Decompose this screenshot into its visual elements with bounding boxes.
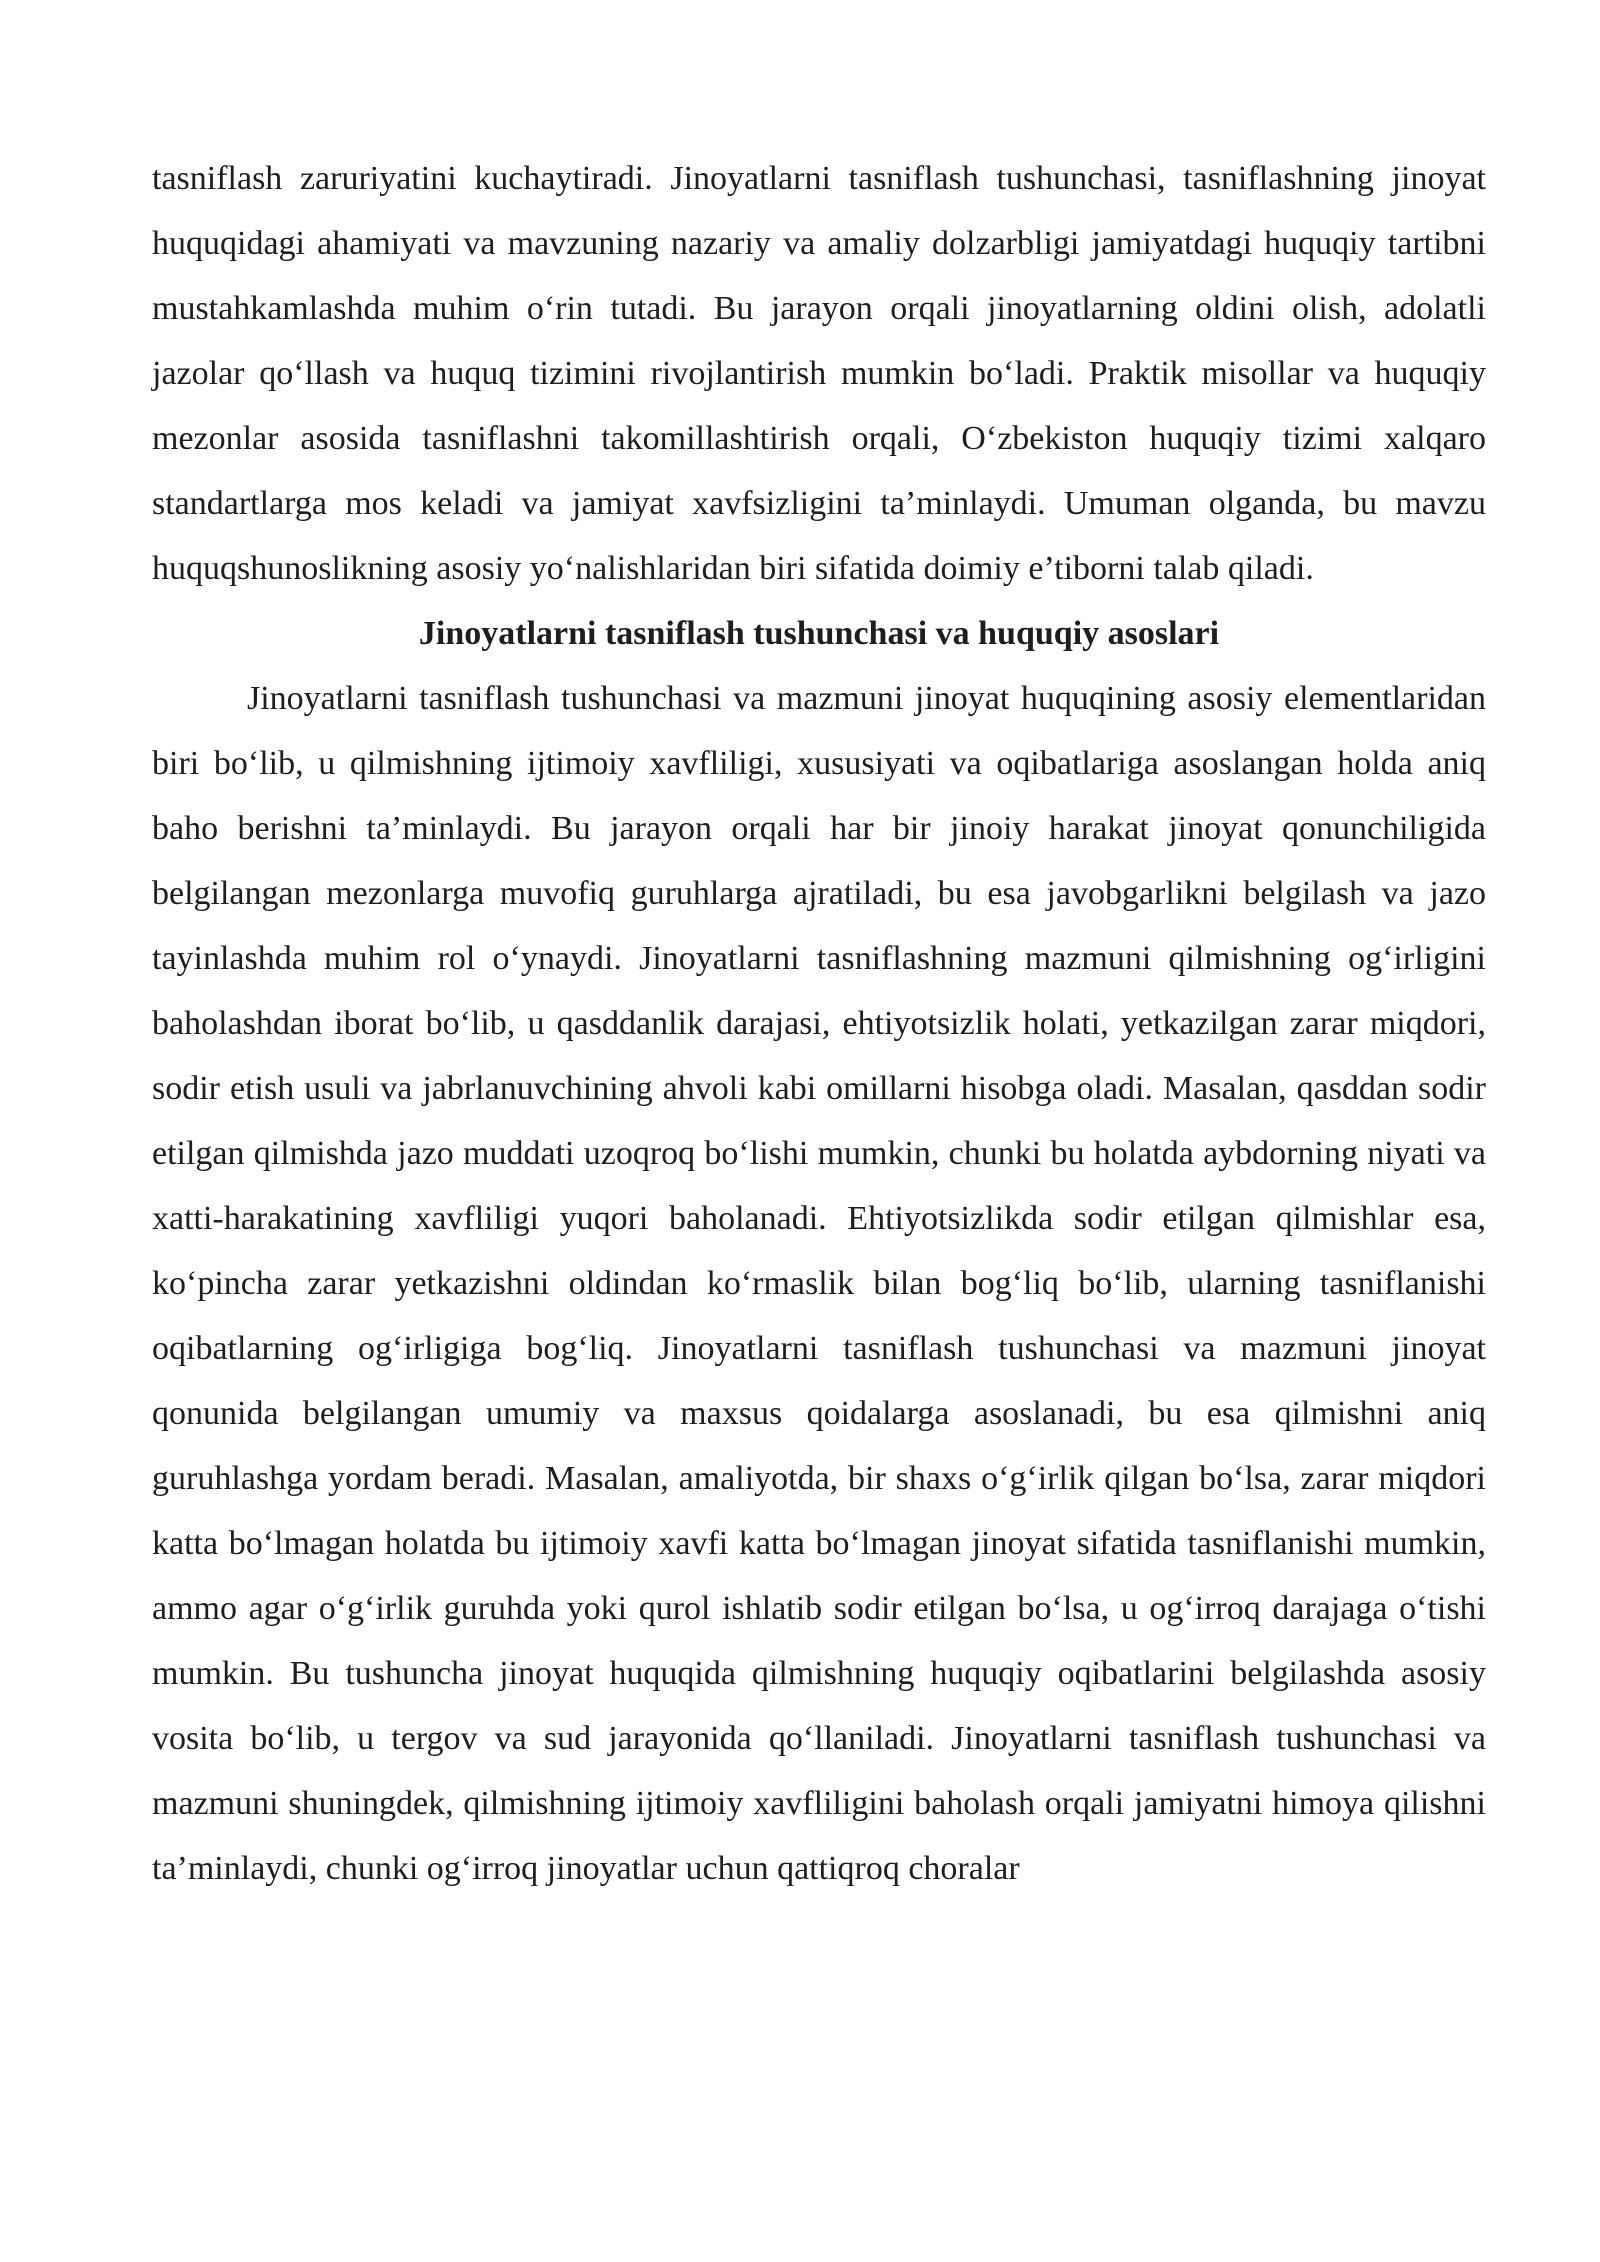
paragraph-body: Jinoyatlarni tasniflash tushunchasi va mazmuni jinoyat huquqining asosiy elementlaridan biri bo‘lib, u qilmishning ijtimoiy xavfliligi, xususiyati va oqibatlariga asoslangan holda aniq baho berishni ta’minlaydi. Bu jarayon orqali har bir jinoiy harakat jinoyat qonunchiligida belgilangan mezonlarga muvofiq guruhlarga ajratiladi, bu esa javobgarlikni belgilash va jazo tayinlashda muhim rol o‘ynaydi. Jinoyatlarni tasniflashning mazmuni qilmishning og‘irligini baholashdan iborat bo‘lib, u qasddanlik darajasi, ehtiyotsizlik holati, yetkazilgan zarar miqdori, sodir etish usuli va jabrlanuvchining ahvoli kabi omillarni hisobga oladi. Masalan, qasddan sodir etilgan qilmishda jazo muddati uzoqroq bo‘lishi mumkin, chunki bu holatda aybdorning niyati va xatti-harakatining xavfliligi yuqori baholanadi. Ehtiyotsizlikda sodir etilgan qilmishlar esa, ko‘pincha zarar yetkazishni oldindan ko‘rmaslik bilan bog‘liq bo‘lib, ularning tasniflanishi oqibatlarning og‘irligiga bog‘liq. Jinoyatlarni tasniflash tushunchasi va mazmuni jinoyat qonunida belgilangan umumiy va maxsus qoidalarga asoslanadi, bu esa qilmishni aniq guruhlashga yordam beradi. Masalan, amaliyotda, bir shaxs o‘g‘irlik qilgan bo‘lsa, zarar miqdori katta bo‘lmagan holatda bu ijtimoiy xavfi katta bo‘lmagan jinoyat sifatida tasniflanishi mumkin, ammo agar o‘g‘irlik guruhda yoki qurol ishlatib sodir etilgan bo‘lsa, u og‘irroq darajaga o‘tishi mumkin. Bu tushuncha jinoyat huquqida qilmishning huquqiy oqibatlarini belgilashda asosiy vosita bo‘lib, u tergov va sud jarayonida qo‘llaniladi. Jinoyatlarni tasniflash tushunchasi va mazmuni shuningdek, qilmishning ijtimoiy xavfliligini baholash orqali jamiyatni himoya qilishni ta’minlaydi, chunki og‘irroq jinoyatlar uchun qattiqroq choralar	[152, 680, 1486, 1887]
document-body	[152, 146, 1486, 1901]
paragraph-continued: tasniflash zaruriyatini kuchaytiradi. Jinoyatlarni tasniflash tushunchasi, tasniflashning jinoyat huquqidagi ahamiyati va mavzuning nazariy va amaliy dolzarbligi jamiyatdagi huquqiy tartibni mustahkamlashda muhim o‘rin tutadi. Bu jarayon orqali jinoyatlarning oldini olish, adolatli jazolar qo‘llash va huquq tizimini rivojlantirish mumkin bo‘ladi. Praktik misollar va huquqiy mezonlar asosida tasniflashni takomillashtirish orqali, O‘zbekiston huquqiy tizimi xalqaro standartlarga mos keladi va jamiyat xavfsizligini ta’minlaydi. Umuman olganda, bu mavzu huquqshunoslikning asosiy yo‘nalishlaridan biri sifatida doimiy e’tiborni talab qiladi.	[152, 160, 1486, 587]
section-heading: Jinoyatlarni tasniflash tushunchasi va huquqiy asoslari	[418, 615, 1220, 652]
